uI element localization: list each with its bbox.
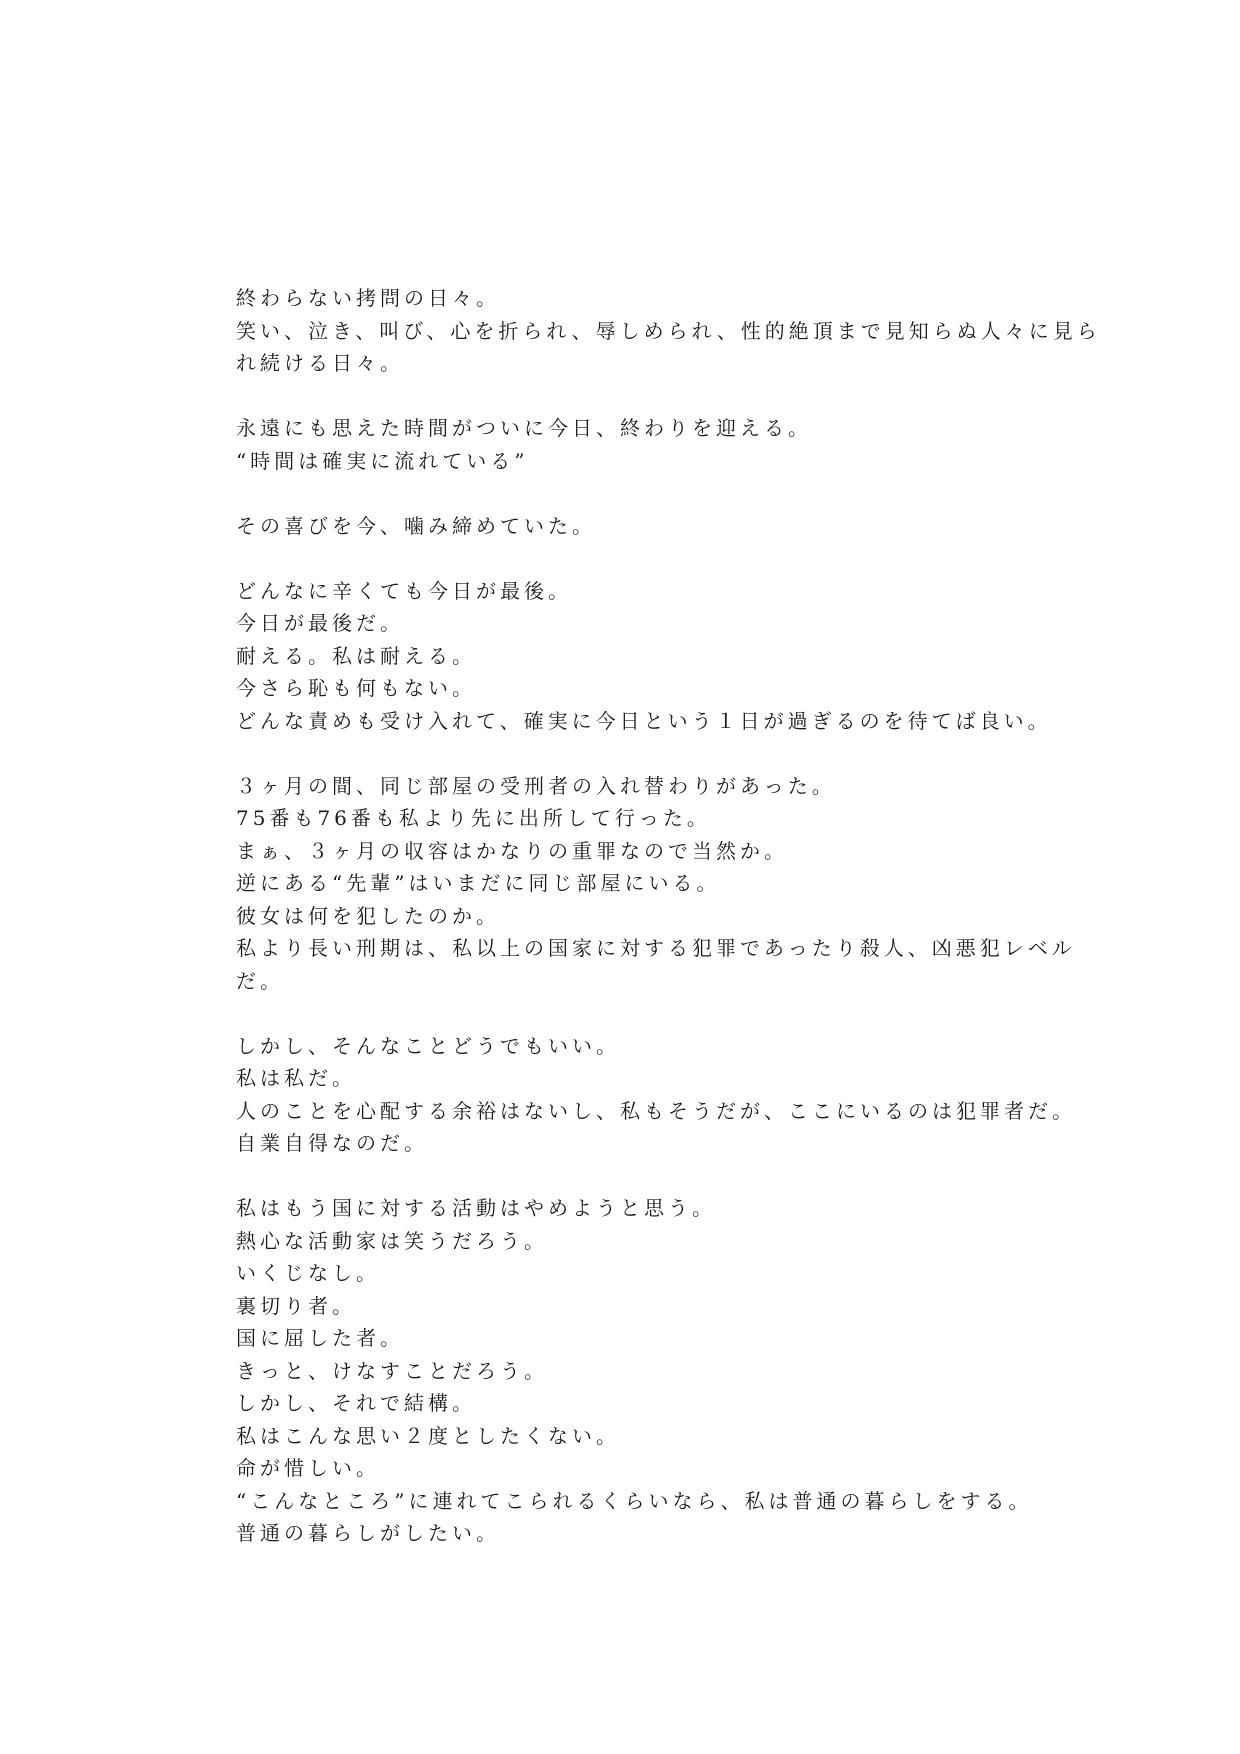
text-line: れ続ける日々。 (236, 351, 404, 375)
text-line: きっと、けなすことだろう。 (236, 1358, 548, 1383)
text-line: 今さら恥も何もない。 (236, 676, 476, 700)
paragraph (236, 1030, 1076, 1160)
text-line: 耐える。私は耐える。 (236, 643, 476, 668)
text-line: ３ヶ月の間、同じ部屋の受刑者の入れ替わりがあった。 (236, 773, 836, 798)
text-line: その喜びを今、噛み締めていた。 (236, 513, 596, 538)
text-line: “こんなところ”に連れてこられるくらいなら、私は普通の暮らしをする。 (236, 1488, 1033, 1513)
text-line: 国に屈した者。 (236, 1326, 404, 1350)
text-line: だ。 (236, 968, 284, 993)
text-line: 命が惜しい。 (236, 1456, 380, 1480)
text-line: しかし、そんなことどうでもいい。 (236, 1033, 620, 1058)
text-line: 私は私だ。 (236, 1066, 356, 1090)
text-line: 自業自得なのだ。 (236, 1131, 428, 1155)
text-line: 私より長い刑期は、私以上の国家に対する犯罪であったり殺人、凶悪犯レベル (236, 936, 1076, 960)
text-line: まぁ、３ヶ月の収容はかなりの重罪なので当然か。 (236, 838, 788, 863)
text-line: 笑い、泣き、叫び、心を折られ、辱しめられ、性的絶頂まで見知らぬ人々に見ら (236, 318, 1101, 343)
text-line: 今日が最後だ。 (236, 611, 404, 635)
text-line: 普通の暮らしがしたい。 (236, 1521, 500, 1545)
paragraph (236, 1192, 1033, 1550)
body-text (236, 282, 1101, 1582)
text-line: 裏切り者。 (236, 1293, 356, 1318)
text-line: 私はもう国に対する活動はやめようと思う。 (236, 1196, 716, 1220)
text-line: 人のことを心配する余裕はないし、私もそうだが、ここにいるのは犯罪者だ。 (236, 1098, 1076, 1123)
text-line: しかし、それで結構。 (236, 1391, 476, 1415)
text-line: 永遠にも思えた時間がついに今日、終わりを迎える。 (236, 416, 812, 440)
text-line: 熱心な活動家は笑うだろう。 (236, 1228, 548, 1253)
paragraph (236, 575, 1052, 738)
text-line: 75番も76番も私より先に出所して行った。 (236, 806, 711, 830)
text-line: 終わらない拷問の日々。 (236, 286, 500, 310)
paragraph (236, 412, 1026, 477)
text-line: いくじなし。 (236, 1261, 380, 1285)
text-line: 私はこんな思い２度としたくない。 (236, 1423, 620, 1448)
text-line: 逆にある“先輩”はいまだに同じ部屋にいる。 (236, 871, 721, 895)
text-line: どんなに辛くても今日が最後。 (236, 578, 572, 603)
text-line: どんな責めも受け入れて、確実に今日という１日が過ぎるのを待てば良い。 (236, 708, 1052, 733)
paragraph (236, 770, 1076, 998)
paragraph (236, 510, 1026, 543)
text-line: “時間は確実に流れている” (236, 448, 529, 473)
text-line: 彼女は何を犯したのか。 (236, 903, 500, 928)
paragraph (236, 282, 1101, 380)
